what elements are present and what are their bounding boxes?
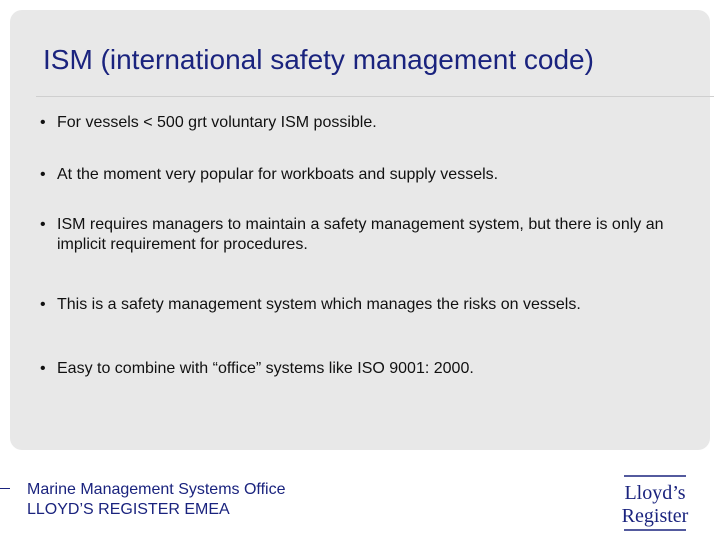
slide-title: ISM (international safety management code): [43, 44, 594, 75]
bullet-text: This is a safety management system which manages the risks on vessels.: [57, 296, 581, 313]
bullet-text: ISM requires managers to maintain a safety management system, but there is only an implicit requirement for procedures.: [57, 216, 664, 253]
lloyds-register-logo: [620, 472, 690, 534]
bullet-item: [40, 295, 690, 315]
bullet-text: At the moment very popular for workboats and supply vessels.: [57, 166, 499, 183]
bullet-marker: •: [40, 296, 46, 313]
slide-content-panel: [10, 10, 710, 450]
bullet-text: Easy to combine with “office” systems like ISO 9001: 2000.: [57, 360, 474, 377]
bullet-item: [40, 215, 690, 255]
footer-office-line: Marine Management Systems Office: [27, 481, 286, 498]
title-divider: [36, 96, 714, 97]
bullet-marker: •: [40, 114, 46, 131]
bullet-item: [40, 359, 690, 379]
bullet-marker: •: [40, 216, 46, 233]
bullet-item: [40, 113, 690, 133]
footer-tick-mark: [0, 488, 10, 489]
bullet-item: [40, 165, 690, 185]
slide-footer: [0, 458, 720, 540]
footer-text: [27, 480, 285, 520]
logo-text-line2: Register: [621, 505, 689, 527]
bullet-text: For vessels < 500 grt voluntary ISM possible.: [57, 114, 377, 131]
bullet-marker: •: [40, 360, 46, 377]
logo-text-line1: Lloyd’s: [624, 482, 686, 504]
footer-company-line: LLOYD’S REGISTER EMEA: [27, 501, 230, 518]
bullet-marker: •: [40, 166, 46, 183]
